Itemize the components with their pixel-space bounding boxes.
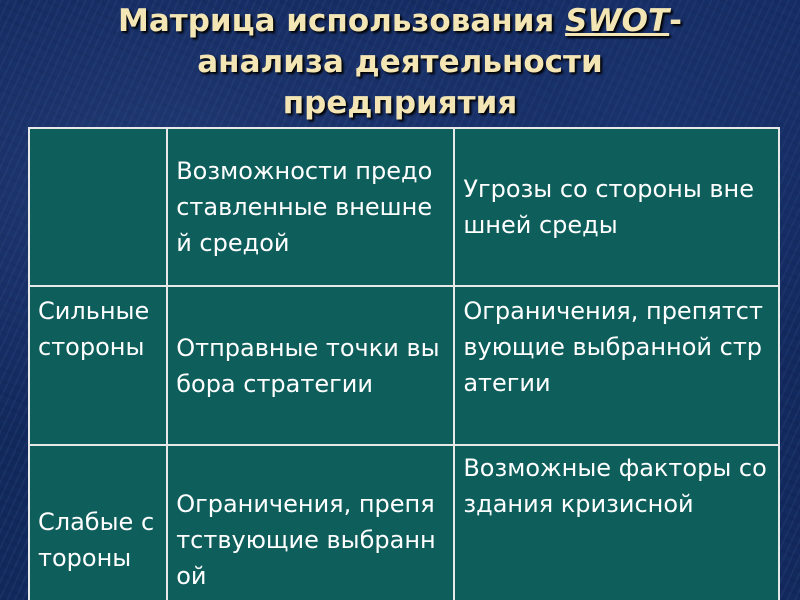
row-label-strengths: Сильные стороны xyxy=(29,286,167,445)
table-row-strengths xyxy=(29,286,779,445)
title-line-3: предприятия xyxy=(282,85,518,121)
header-threats: Угрозы со стороны внешней среды xyxy=(454,128,779,286)
cell-weaknesses-opportunities: Ограничения, препятствующие выбранной xyxy=(167,445,454,600)
swot-matrix-table xyxy=(28,127,780,600)
cell-weaknesses-threats: Возможные факторы создания кризисной xyxy=(454,445,779,600)
slide-title xyxy=(0,0,800,129)
table-row-weaknesses xyxy=(29,445,779,600)
cell-strengths-threats: Ограничения, препятствующие выбранной стратегии xyxy=(454,286,779,445)
corner-cell xyxy=(29,128,167,286)
row-label-weaknesses: Слабые стороны xyxy=(29,445,167,600)
header-opportunities: Возможности предоставленные внешней средой xyxy=(167,128,454,286)
title-part1: Матрица использования xyxy=(117,3,566,39)
title-part2: - xyxy=(669,3,683,39)
title-swot: SWOT xyxy=(565,3,670,39)
table-header-row xyxy=(29,128,779,286)
title-line-1 xyxy=(0,1,800,42)
title-line-2: анализа деятельности xyxy=(197,44,603,80)
cell-strengths-opportunities: Отправные точки выбора стратегии xyxy=(167,286,454,445)
